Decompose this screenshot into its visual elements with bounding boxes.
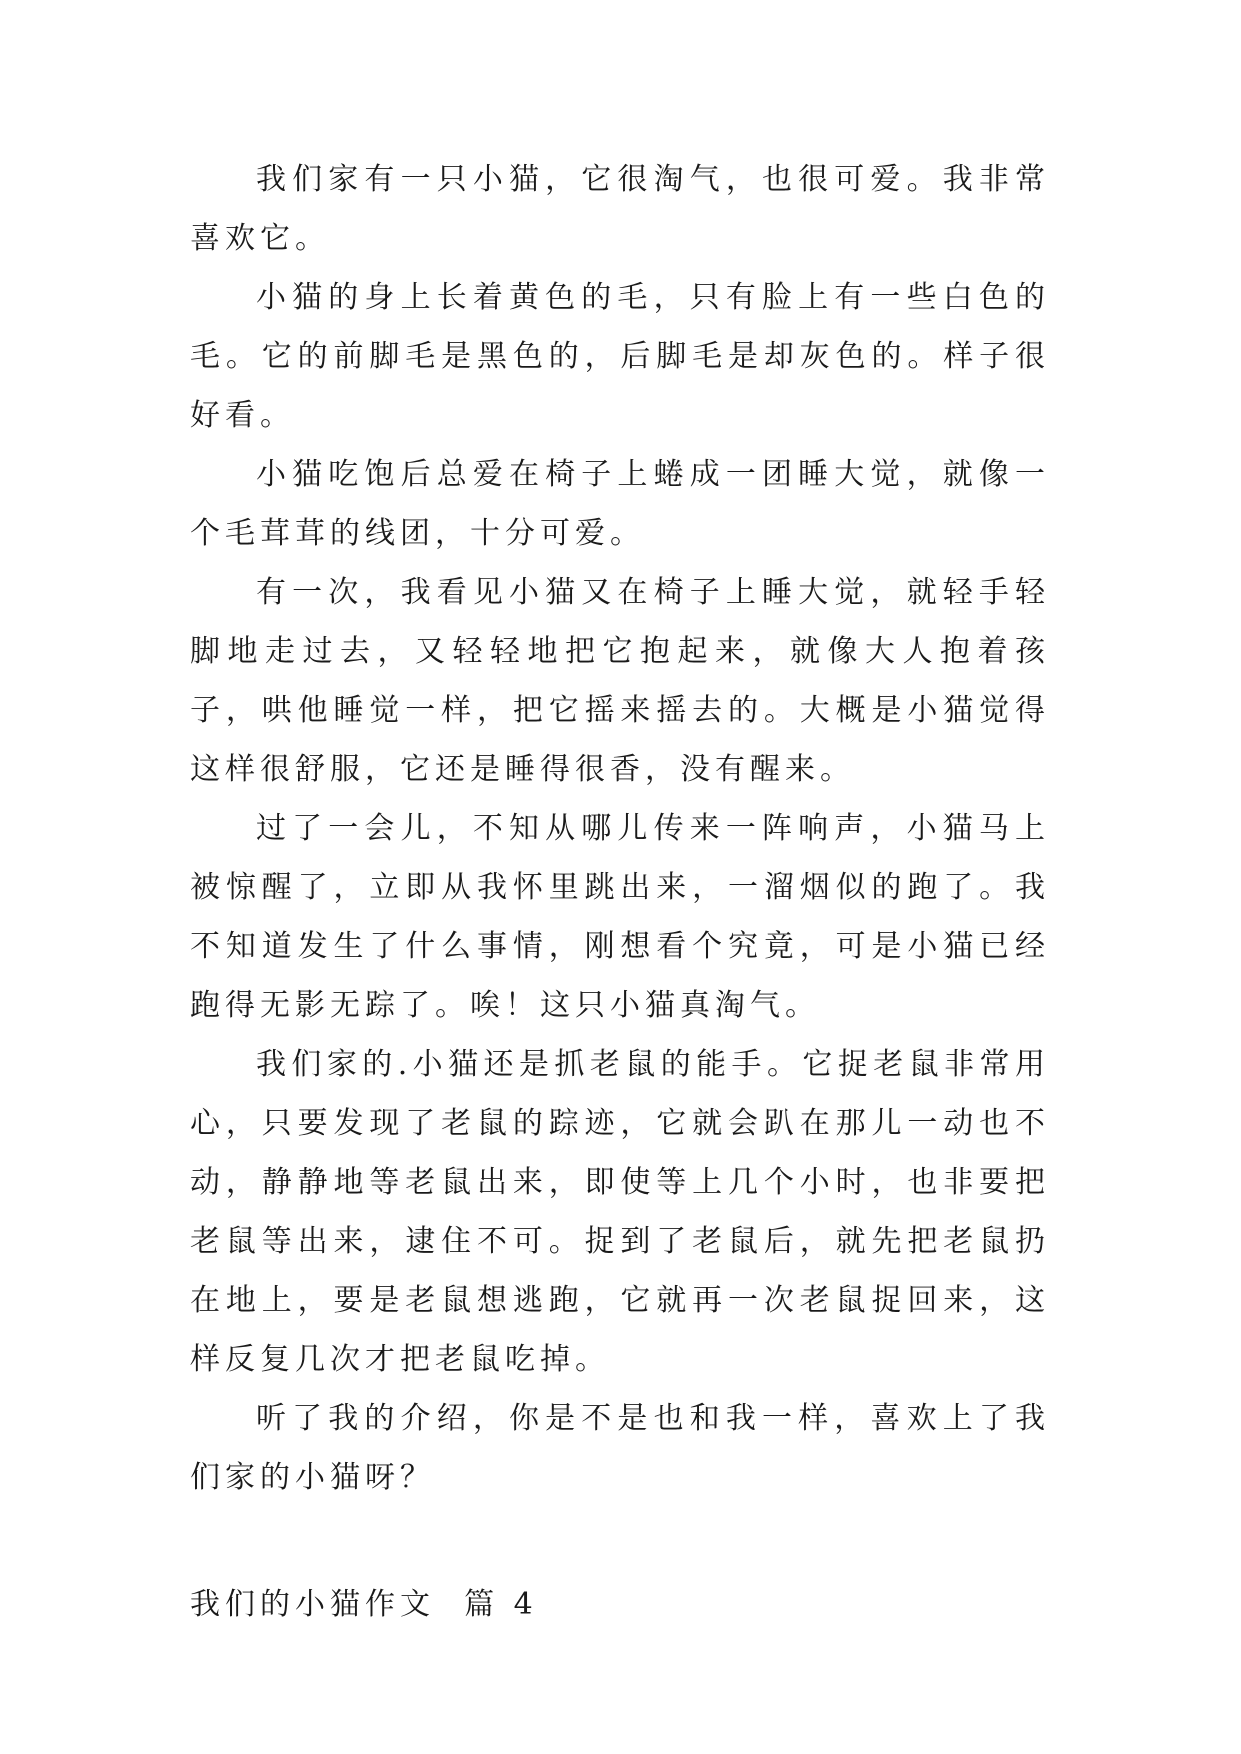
paragraph-4: 有一次，我看见小猫又在椅子上睡大觉，就轻手轻脚地走过去，又轻轻地把它抱起来，就像大人抱着孩子，哄他睡觉一样，把它摇来摇去的。大概是小猫觉得这样很舒服，它还是睡得很香，没有醒来。 xyxy=(190,575,1050,787)
paragraph-7: 听了我的介绍，你是不是也和我一样，喜欢上了我们家的小猫呀？ xyxy=(190,1401,1050,1495)
paragraph-3: 小猫吃饱后总爱在椅子上蜷成一团睡大觉，就像一个毛茸茸的线团，十分可爱。 xyxy=(190,457,1050,551)
section-heading: 我们的小猫作文 篇 4 xyxy=(190,1587,538,1622)
paragraph-2: 小猫的身上长着黄色的毛，只有脸上有一些白色的毛。它的前脚毛是黑色的，后脚毛是却灰色的。样子很好看。 xyxy=(190,280,1050,433)
paragraph-5: 过了一会儿，不知从哪儿传来一阵响声，小猫马上被惊醒了，立即从我怀里跳出来，一溜烟似的跑了。我不知道发生了什么事情，刚想看个究竟，可是小猫已经跑得无影无踪了。唉！这只小猫真淘气。 xyxy=(190,811,1050,1023)
paragraph-6: 我们家的.小猫还是抓老鼠的能手。它捉老鼠非常用心，只要发现了老鼠的踪迹，它就会趴在那儿一动也不动，静静地等老鼠出来，即使等上几个小时，也非要把老鼠等出来，逮住不可。捉到了老鼠后，就先把老鼠扔在地上，要是老鼠想逃跑，它就再一次老鼠捉回来，这样反复几次才把老鼠吃掉。 xyxy=(190,1047,1050,1377)
document-body xyxy=(190,150,1050,1634)
paragraph-1: 我们家有一只小猫，它很淘气，也很可爱。我非常喜欢它。 xyxy=(190,162,1050,256)
